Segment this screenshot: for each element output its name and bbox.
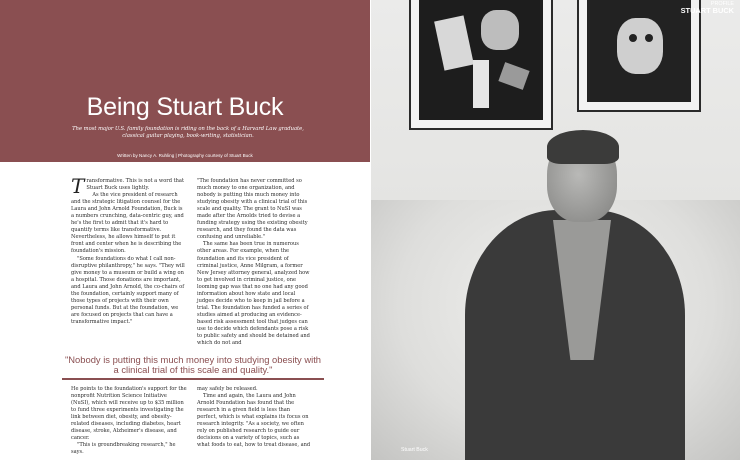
man-portrait xyxy=(465,130,685,460)
framed-artwork-left xyxy=(411,0,551,128)
paragraph: Time and again, the Laura and John Arnold Foundation has found that the research in a given field is less than perfect, which is what explains its focus on research integrity. "As a society, we often rely on published research to guide our decisions on a variety of topics, such as what foods to eat, how to treat disease, and xyxy=(197,393,311,449)
body-column-3 xyxy=(71,386,187,460)
dropcap: T xyxy=(71,174,85,198)
article-title: Being Stuart Buck xyxy=(86,93,284,121)
paragraph: "The foundation has never committed so much money to one organization, and nobody is putting this much money into studying obesity with a clinical trial of this scale and quality. The grant to NuSI was made after the Arnolds tried to devise a funding strategy using the existing obesity research, and they found the data was confusing and unreliable." xyxy=(197,178,308,241)
hair xyxy=(547,130,619,164)
article-deck: The most major U.S. family foundation is riding on the back of a Harvard Law graduate, classical guitar playing, book-writing, statistician. xyxy=(72,126,304,139)
photo-caption: Stuart Buck xyxy=(401,447,428,453)
section-name: STUART BUCK xyxy=(680,6,734,15)
paragraph: The same has been true in numerous other areas. For example, when the foundation and its vice president of criminal justice, Anne Milgram, a former New Jersey attorney general, analyzed how to get involved in criminal justice, one looming gap was that no one had any good information about how state and local judges decide who to keep in jail before a trial. The foundation has funded a series of studies aimed at producing an evidence-based risk assessment tool that judges can use to decide which defendants pose a risk to public safety and should be detained and which do not and xyxy=(197,241,310,347)
pull-quote: "Nobody is putting this much money into studying obesity with a clinical trial of this scale and quality." xyxy=(64,354,322,375)
section-label: PROFILE xyxy=(710,1,734,7)
body-column-2 xyxy=(197,178,311,347)
paragraph: He points to the foundation's support for the nonprofit Nutrition Science Initiative (NuSI), which will receive up to $35 million to fund three experiments investigating the link between diet, obesity, and obesity-related diseases, including diabetes, heart disease, stroke, Alzheimer's disease, and cancer. xyxy=(71,386,187,442)
framed-artwork-right xyxy=(579,0,699,110)
paragraph: As the vice president of research and the strategic litigation counsel for the Laura and John Arnold Foundation, Buck is a numbers crunching, data-centric guy, and he's the first to admit that it's hard to quantify terms like transformative. Nevertheless, he allows himself to put it front and center when he is describing the foundation's mission. xyxy=(71,192,184,255)
portrait-photo xyxy=(371,0,740,460)
paragraph: may safely be released. xyxy=(197,386,258,392)
paragraph: "This is groundbreaking research," he says. xyxy=(71,442,176,456)
paragraph: Transformative. This is not a word that Stuart Buck uses lightly. xyxy=(71,174,184,198)
title-banner xyxy=(0,0,370,162)
article-byline: Written by Nancy A. Ruhling | Photography courtesy of Stuart Buck xyxy=(117,153,253,158)
pull-quote-rule xyxy=(62,378,324,380)
paragraph: "Some foundations do what I call non-disruptive philanthropy," he says. "They will give money to a museum or build a wing on a hospital. Those donations are important, and Laura and John Arnold, the co-chairs of the foundation, certainly support many of those types of projects with their own personal funds. But at the foundation, we are focused on projects that can have a transformative impact." xyxy=(71,255,185,325)
body-column-1 xyxy=(71,174,187,342)
section-header xyxy=(681,1,734,15)
body-column-4 xyxy=(197,386,311,460)
